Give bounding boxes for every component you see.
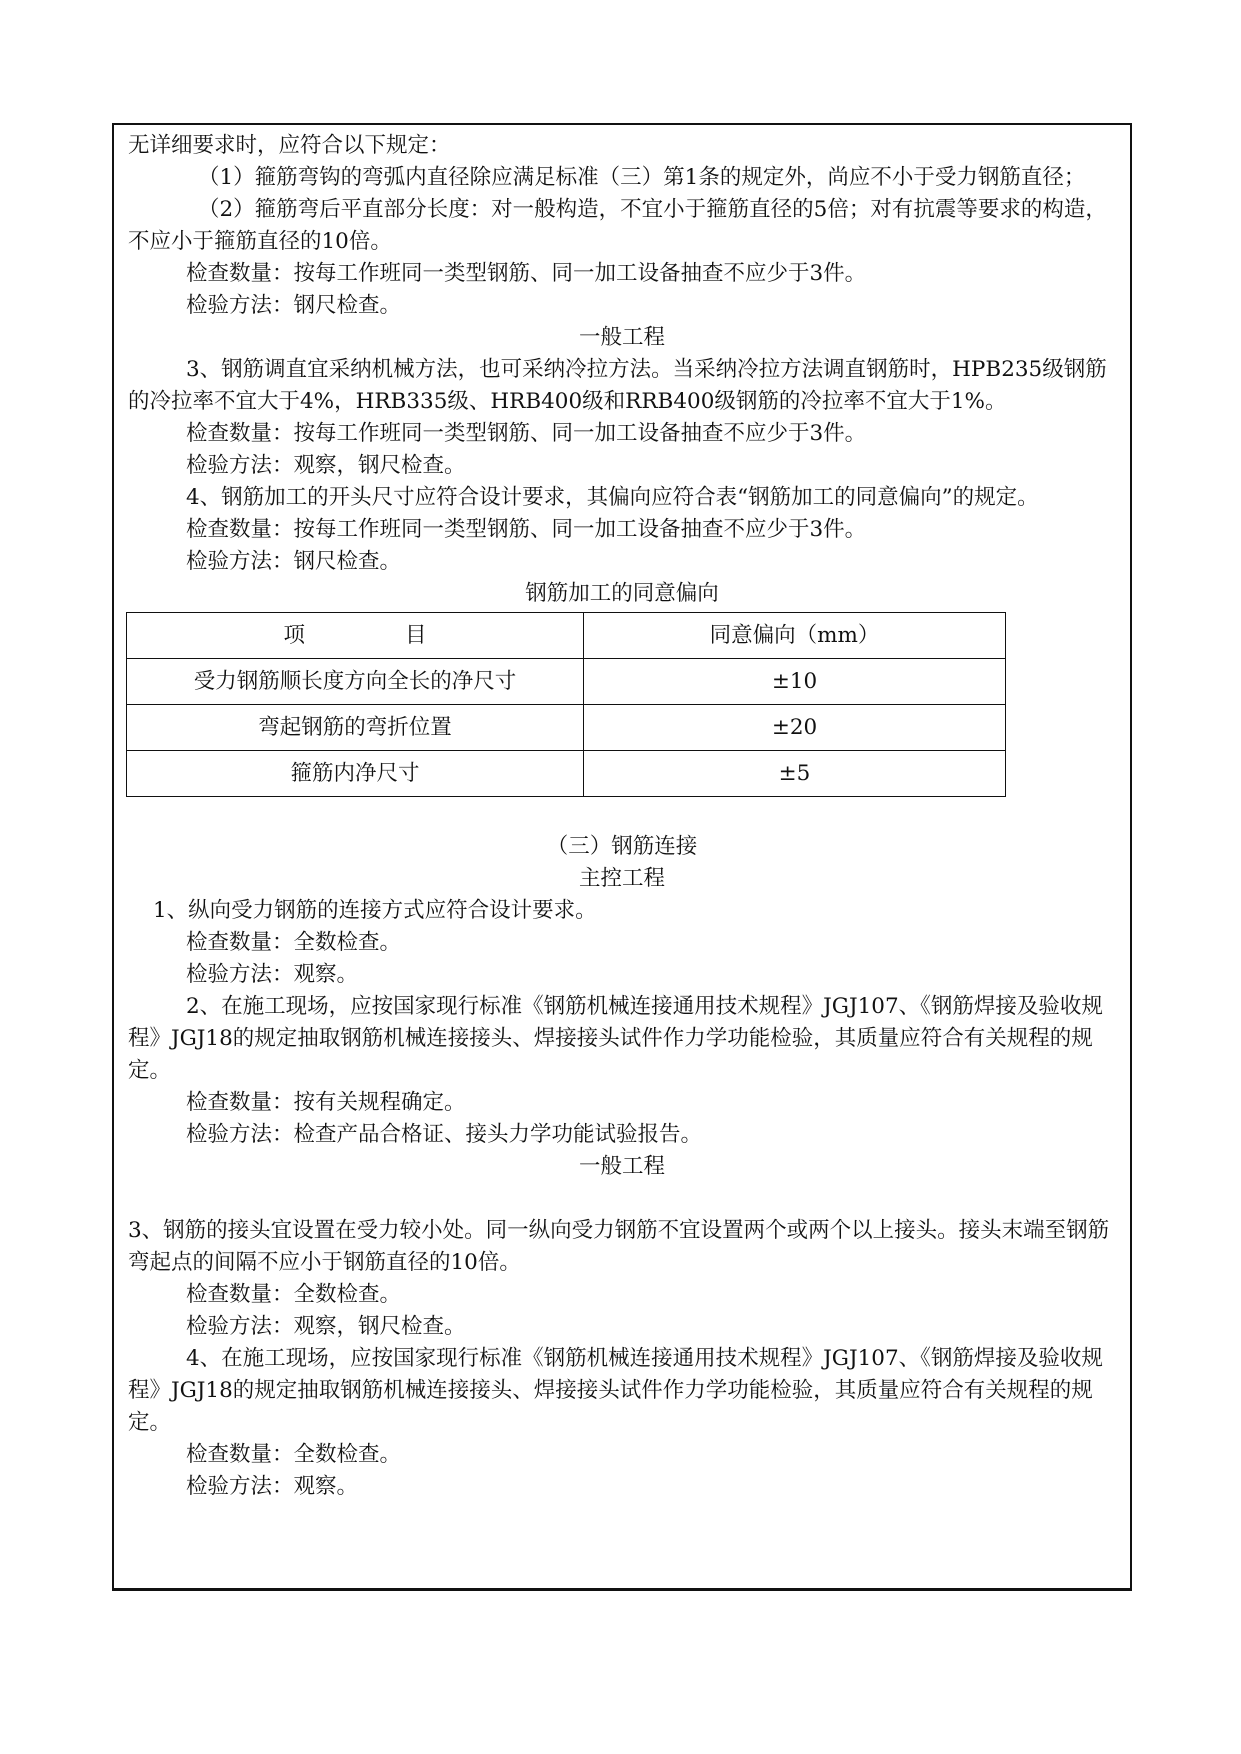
paragraph: 检查数量：按每工作班同一类型钢筋、同一加工设备抽查不应少于3件。 (186, 421, 867, 446)
table-header-row (127, 613, 1006, 659)
paragraph: 检查数量：按每工作班同一类型钢筋、同一加工设备抽查不应少于3件。 (186, 261, 867, 286)
table-row (127, 751, 1006, 797)
row-item: 受力钢筋顺长度方向全长的净尺寸 (127, 659, 584, 705)
paragraph: （2）箍筋弯后平直部分长度：对一般构造，不宜小于箍筋直径的5倍；对有抗震等要求的构造，不应小于箍筋直径的10倍。 (128, 197, 1107, 254)
table-row (127, 705, 1006, 751)
paragraph: 检验方法：钢尺检查。 (186, 293, 402, 318)
table-row (127, 659, 1006, 705)
paragraph: 检查数量：全数检查。 (186, 930, 402, 955)
deviation-table (126, 612, 1006, 797)
paragraph: 检查数量：按有关规程确定。 (186, 1090, 466, 1115)
row-deviation: ±5 (584, 751, 1006, 797)
paragraph: 4、在施工现场，应按国家现行标准《钢筋机械连接通用技术规程》JGJ107、《钢筋焊接及验收规程》JGJ18的规定抽取钢筋机械连接接头、焊接接头试件作力学功能检验，其质量应符合有关规程的规定。 (128, 1346, 1103, 1435)
paragraph: 3、钢筋的接头宜设置在受力较小处。同一纵向受力钢筋不宜设置两个或两个以上接头。接头末端至钢筋弯起点的间隔不应小于钢筋直径的10倍。 (128, 1218, 1110, 1275)
header-item-a: 项 (283, 622, 305, 648)
paragraph: 1、纵向受力钢筋的连接方式应符合设计要求。 (153, 898, 597, 923)
paragraph: 检验方法：检查产品合格证、接头力学功能试验报告。 (186, 1122, 703, 1147)
paragraph: 2、在施工现场，应按国家现行标准《钢筋机械连接通用技术规程》JGJ107、《钢筋焊接及验收规程》JGJ18的规定抽取钢筋机械连接接头、焊接接头试件作力学功能检验，其质量应符合有关规程的规定。 (128, 994, 1103, 1083)
paragraph: 检验方法：观察，钢尺检查。 (186, 453, 466, 478)
row-deviation: ±20 (584, 705, 1006, 751)
row-deviation: ±10 (584, 659, 1006, 705)
document-frame (112, 123, 1132, 1591)
header-deviation: 同意偏向（mm） (584, 613, 1006, 659)
row-item: 弯起钢筋的弯折位置 (127, 705, 584, 751)
section-heading: 一般工程 (578, 325, 665, 350)
paragraph: 检验方法：钢尺检查。 (186, 549, 402, 574)
paragraph: 检验方法：观察。 (186, 1474, 359, 1499)
row-item: 箍筋内净尺寸 (127, 751, 584, 797)
paragraph: （1）箍筋弯钩的弯弧内直径除应满足标准（三）第1条的规定外，尚应不小于受力钢筋直径； (198, 165, 1086, 190)
section-heading: （三）钢筋连接 (546, 834, 698, 859)
paragraph: 检查数量：全数检查。 (186, 1442, 402, 1467)
spacer (128, 1183, 1116, 1215)
paragraph: 检查数量：全数检查。 (186, 1282, 402, 1307)
table-caption: 钢筋加工的同意偏向 (525, 581, 719, 606)
header-item (127, 613, 584, 659)
section-heading: 一般工程 (578, 1154, 665, 1179)
paragraph: 检验方法：观察，钢尺检查。 (186, 1314, 466, 1339)
paragraph: 3、钢筋调直宜采纳机械方法，也可采纳冷拉方法。当采纳冷拉方法调直钢筋时，HPB235级钢筋的冷拉率不宜大于4%，HRB335级、HRB400级和RRB400级钢筋的冷拉率不宜大于1%。 (128, 357, 1107, 414)
paragraph: 检查数量：按每工作班同一类型钢筋、同一加工设备抽查不应少于3件。 (186, 517, 867, 542)
spacer (128, 799, 1116, 831)
paragraph: 4、钢筋加工的开头尺寸应符合设计要求，其偏向应符合表“钢筋加工的同意偏向”的规定。 (186, 485, 1039, 510)
section-heading: 主控工程 (578, 866, 665, 891)
header-item-b: 目 (405, 622, 427, 648)
paragraph: 检验方法：观察。 (186, 962, 359, 987)
paragraph: 无详细要求时，应符合以下规定： (128, 133, 451, 158)
